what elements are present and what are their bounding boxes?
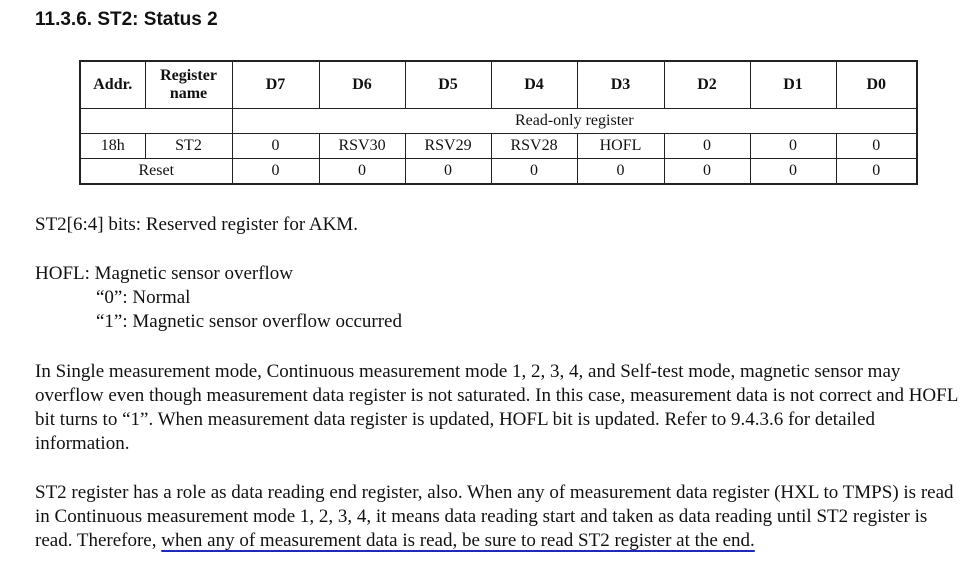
header-cell: D6 <box>319 61 405 109</box>
register-row <box>80 134 917 159</box>
hofl-value-1: “1”: Magnetic sensor overflow occurred <box>96 311 402 332</box>
table-cell: ST2 <box>145 134 232 159</box>
header-cell: Register name <box>145 61 232 109</box>
register-table <box>79 60 918 185</box>
header-cell: Addr. <box>80 61 145 109</box>
table-cell: 0 <box>232 134 319 159</box>
access-row <box>80 109 917 134</box>
table-cell: 0 <box>836 159 917 185</box>
table-cell: RSV29 <box>405 134 491 159</box>
header-cell: D7 <box>232 61 319 109</box>
header-cell: D5 <box>405 61 491 109</box>
reset-label: Reset <box>80 159 232 185</box>
underlined-note: when any of measurement data is read, be sure to read ST2 register at the end. <box>161 530 755 551</box>
section-heading: 11.3.6. ST2: Status 2 <box>35 9 218 30</box>
table-cell: RSV30 <box>319 134 405 159</box>
table-cell: RSV28 <box>491 134 577 159</box>
header-cell: D1 <box>750 61 836 109</box>
table-cell: 0 <box>577 159 664 185</box>
overflow-paragraph: In Single measurement mode, Continuous measurement mode 1, 2, 3, 4, and Self-test mode, magnetic sensor may overflow even though measurement data register is not saturated. In this case, measurement data is not correct and HOFL bit turns to “1”. When measurement data register is updated, HOFL bit is updated. Refer to 9.4.3.6 for detailed information. <box>35 361 958 454</box>
table-cell: 0 <box>750 134 836 159</box>
hofl-title: HOFL: Magnetic sensor overflow <box>35 263 294 284</box>
table-cell: 0 <box>750 159 836 185</box>
table-cell: 0 <box>232 159 319 185</box>
table-cell: 0 <box>491 159 577 185</box>
table-cell: 18h <box>80 134 145 159</box>
header-cell: D4 <box>491 61 577 109</box>
reset-row <box>80 159 917 185</box>
header-cell: D3 <box>577 61 664 109</box>
access-cell: Read-only register <box>232 109 917 134</box>
reserved-bits-paragraph: ST2[6:4] bits: Reserved register for AKM. <box>35 214 358 235</box>
table-cell: 0 <box>836 134 917 159</box>
paragraph-text: ST2 register has a role as data reading end register, also. When any of measurement data register (HXL to TMPS) is read in Continuous measurement mode 1, 2, 3, 4, it means data reading start and taken as data reading until ST2 register is read. Therefore, <box>35 482 954 551</box>
table-cell: 0 <box>664 159 750 185</box>
hofl-description <box>35 262 960 334</box>
table-cell: HOFL <box>577 134 664 159</box>
header-cell: D0 <box>836 61 917 109</box>
table-cell: 0 <box>319 159 405 185</box>
header-cell: D2 <box>664 61 750 109</box>
st2-end-paragraph <box>35 481 960 553</box>
table-cell: 0 <box>405 159 491 185</box>
header-row <box>80 61 917 109</box>
table-cell: 0 <box>664 134 750 159</box>
hofl-value-0: “0”: Normal <box>96 287 191 308</box>
